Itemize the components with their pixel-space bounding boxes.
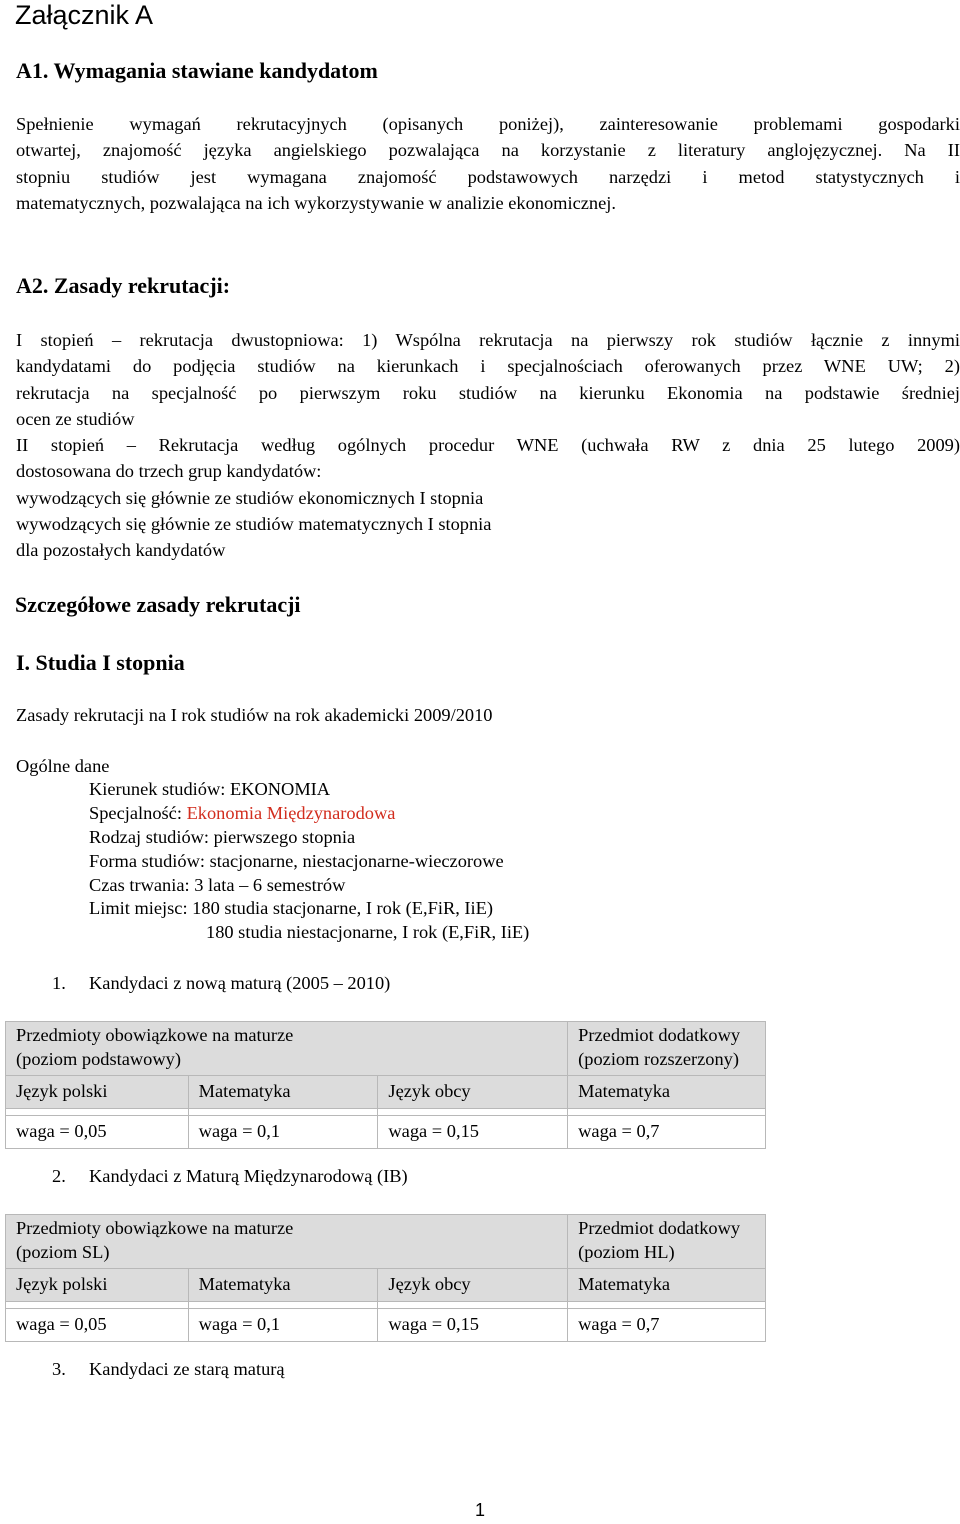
list-item-old-matura: 3. Kandydaci ze starą maturą — [52, 1359, 285, 1379]
specjalnosc-value: Ekonomia Międzynarodowa — [186, 802, 396, 823]
table-cell: Matematyka — [568, 1076, 766, 1109]
table-cell: Język obcy — [378, 1269, 568, 1302]
paragraph-line: I stopień – rekrutacja dwustopniowa: 1) Wspólna rekrutacja na pierwszy rok studiów łącznie z innymi — [16, 330, 960, 350]
page-number: 1 — [474, 1500, 485, 1520]
paragraph-line: wywodzących się głównie ze studiów ekonomicznych I stopnia — [16, 487, 484, 508]
paragraph-line: Spełnienie wymagań rekrutacyjnych (opisanych poniżej), zainteresowanie problemami gospodarki — [16, 114, 960, 134]
table-header-row — [6, 1022, 766, 1076]
paragraph-line: dostosowana do trzech grup kandydatów: — [16, 461, 322, 482]
paragraph-line: ocen ze studiów — [16, 408, 135, 429]
table-row — [6, 1269, 766, 1302]
section-1-subtitle: Zasady rekrutacji na I rok studiów na rok akademicki 2009/2010 — [16, 705, 493, 725]
rodzaj-line: Rodzaj studiów: pierwszego stopnia — [89, 826, 356, 847]
list-item-ib-matura: 2. Kandydaci z Maturą Międzynarodową (IB) — [52, 1166, 408, 1186]
table-row — [6, 1116, 766, 1149]
forma-line: Forma studiów: stacjonarne, niestacjonarne-wieczorowe — [89, 850, 504, 871]
page-title: Załącznik A — [15, 0, 154, 30]
table-row — [6, 1309, 766, 1342]
table-cell: Język obcy — [378, 1076, 568, 1109]
header-mandatory: Przedmioty obowiązkowe na maturze (poziom SL) — [6, 1215, 568, 1269]
paragraph-line: matematycznych, pozwalająca na ich wykorzystywanie w analizie ekonomicznej. — [16, 192, 616, 213]
table-cell: waga = 0,7 — [568, 1116, 766, 1149]
list-item-new-matura: 1. Kandydaci z nową maturą (2005 – 2010) — [52, 973, 391, 993]
table-cell: waga = 0,15 — [378, 1116, 568, 1149]
table-cell: waga = 0,1 — [188, 1116, 378, 1149]
table-gap-row — [6, 1302, 766, 1309]
header-mandatory: Przedmioty obowiązkowe na maturze (poziom podstawowy) — [6, 1022, 568, 1076]
table-cell: Matematyka — [188, 1076, 378, 1109]
table-gap-row — [6, 1109, 766, 1116]
table-cell: Matematyka — [568, 1269, 766, 1302]
weights-table-new-matura — [5, 1021, 766, 1149]
specjalnosc-label: Specjalność: — [89, 802, 187, 823]
table-cell: Język polski — [6, 1269, 189, 1302]
section-a1-heading: A1. Wymagania stawiane kandydatom — [16, 58, 378, 83]
details-heading: Szczegółowe zasady rekrutacji — [15, 592, 301, 617]
table-cell: Język polski — [6, 1076, 189, 1109]
table-cell: waga = 0,15 — [378, 1309, 568, 1342]
header-additional: Przedmiot dodatkowy (poziom HL) — [568, 1215, 766, 1269]
table-cell: waga = 0,1 — [188, 1309, 378, 1342]
limit-line-2: 180 studia niestacjonarne, I rok (E,FiR, IiE) — [206, 922, 530, 943]
table-cell: Matematyka — [188, 1269, 378, 1302]
section-a2-heading: A2. Zasady rekrutacji: — [16, 273, 231, 298]
kierunek-line: Kierunek studiów: EKONOMIA — [89, 779, 331, 799]
paragraph-line: rekrutacja na specjalność po pierwszym roku studiów na kierunku Ekonomia na podstawie średniej — [16, 382, 960, 403]
table-row — [6, 1076, 766, 1109]
specjalnosc-line — [89, 802, 529, 826]
section-a1-paragraph — [16, 111, 960, 216]
weights-table-ib-matura — [5, 1214, 766, 1342]
paragraph-line: dla pozostałych kandydatów — [16, 540, 226, 561]
czas-line: Czas trwania: 3 lata – 6 semestrów — [89, 874, 346, 895]
section-1-heading: I. Studia I stopnia — [16, 650, 185, 675]
paragraph-line: kandydatami do podjęcia studiów na kierunkach i specjalnościach oferowanych przez WNE UW; 2) — [16, 356, 960, 377]
header-additional: Przedmiot dodatkowy (poziom rozszerzony) — [568, 1022, 766, 1076]
table-cell: waga = 0,05 — [6, 1116, 189, 1149]
table-header-row — [6, 1215, 766, 1269]
table-cell: waga = 0,7 — [568, 1309, 766, 1342]
paragraph-line: II stopień – Rekrutacja według ogólnych procedur WNE (uchwała RW z dnia 25 lutego 2009) — [16, 435, 960, 456]
paragraph-line: otwartej, znajomość języka angielskiego pozwalająca na korzystanie z literatury anglojęzycznej. Na II — [16, 140, 960, 161]
limit-line: Limit miejsc: 180 studia stacjonarne, I rok (E,FiR, IiE) — [89, 898, 494, 919]
general-data-label: Ogólne dane — [16, 756, 110, 776]
paragraph-line: stopniu studiów jest wymagana znajomość podstawowych narzędzi i metod statystycznych i — [16, 166, 960, 187]
paragraph-line: wywodzących się głównie ze studiów matematycznych I stopnia — [16, 514, 492, 535]
section-a2-paragraph — [16, 327, 960, 564]
general-data-list — [89, 778, 529, 945]
table-cell: waga = 0,05 — [6, 1309, 189, 1342]
